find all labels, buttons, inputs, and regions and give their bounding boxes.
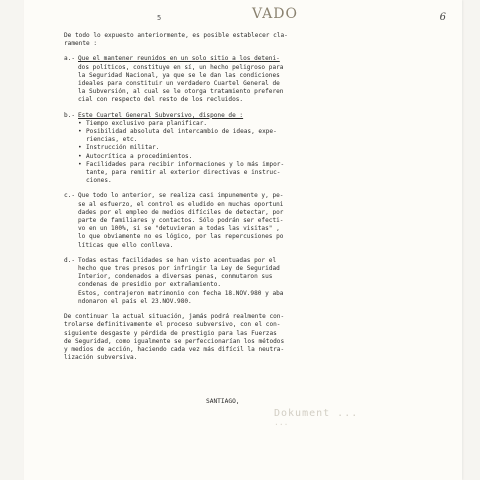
sub-item-line: riencias, etc. <box>86 136 138 144</box>
item-line: dos políticos, constituye en sí, un hecho peligroso para <box>78 63 284 71</box>
sub-item-line: tante, para remitir al exterior directivas e instruc- <box>86 169 281 177</box>
item-line: Este Cuartel General Subversivo, dispone de : <box>78 111 244 119</box>
item-line: se al esfuerzo, el control es eludido en muchas oportuni <box>78 200 284 208</box>
sub-item <box>78 120 324 128</box>
classification-header: VADO <box>252 6 298 22</box>
item-line: Que todo lo anterior, se realiza casi impunemente y, pe- <box>78 192 284 200</box>
sub-item-line: Facilidades para recibir informaciones y lo más impor- <box>86 160 285 168</box>
item-line: parte de familiares y contactos. Sólo podrán ser efecti- <box>78 217 284 225</box>
bullet-icon: • <box>78 128 82 136</box>
document-page <box>24 0 462 480</box>
sub-item-body <box>86 120 207 128</box>
item-body <box>78 112 324 186</box>
item-label: c.- <box>64 192 76 200</box>
intro-paragraph <box>64 32 324 48</box>
bullet-icon: • <box>78 160 82 168</box>
sub-item-line: ciones. <box>86 177 112 185</box>
item-line: Todas estas facilidades se han visto acentuadas por el <box>78 256 277 264</box>
item-line: Interior, condenados a diversas penas, conmutaron sus <box>78 273 273 281</box>
item-line: dades por el empleo de medios difíciles de detectar, por <box>78 208 284 216</box>
sub-item-line: Tiempo exclusivo para planificar. <box>86 119 208 127</box>
item-label: b.- <box>64 111 76 119</box>
item-body <box>78 55 324 104</box>
item-line: ideales para constituir un verdadero Cuartel General de <box>78 80 280 88</box>
intro-line: ramente : <box>64 40 98 48</box>
item-line: la Seguridad Nacional, ya que se le dan las condiciones <box>78 71 280 79</box>
sub-item <box>78 153 324 161</box>
list-item-b <box>64 112 324 186</box>
item-line: cial con respecto del resto de los recluidos. <box>78 96 244 104</box>
item-line: la Subversión, al cual se le otorga tratamiento preferen <box>78 88 284 96</box>
sub-item-line: Instrucción militar. <box>86 144 160 152</box>
item-body <box>78 257 324 306</box>
item-line: Que el mantener reunidos en un solo sitio a los deteni- <box>78 55 280 63</box>
document-body <box>64 32 324 369</box>
bullet-icon: • <box>78 119 82 127</box>
item-label: d.- <box>64 256 76 264</box>
sub-item-body <box>86 161 284 186</box>
sub-item <box>78 161 324 186</box>
archive-stamp-sub: ... <box>274 418 289 427</box>
conclusion-line: de Seguridad, como igualmente se perfeccionarían los métodos <box>64 337 285 345</box>
conclusion-paragraph <box>64 313 324 362</box>
sub-item-line: Posibilidad absoluta del intercambio de ideas, expe- <box>86 128 277 136</box>
sub-item-body <box>86 153 192 161</box>
header-small-mark: 5 <box>157 14 162 22</box>
list-item-a <box>64 55 324 104</box>
sub-item-body <box>86 144 159 152</box>
item-line: líticas que ello conlleva. <box>78 241 174 249</box>
bullet-icon: • <box>78 144 82 152</box>
sub-item-body <box>86 128 277 144</box>
intro-line: De todo lo expuesto anteriormente, es posible establecer cla- <box>64 32 288 39</box>
sub-item-line: Autocrítica a procedimientos. <box>86 152 193 160</box>
item-line: condenas de presidio por extrañamiento. <box>78 281 222 289</box>
conclusion-line: trolarse definitivamente el proceso subversivo, con el con- <box>64 321 281 329</box>
sub-item <box>78 144 324 152</box>
conclusion-line: De continuar la actual situación, jamás podrá realmente con- <box>64 313 285 321</box>
item-line: hecho que tres presos por infringir la Ley de Seguridad <box>78 265 280 273</box>
list-item-d <box>64 257 324 306</box>
conclusion-line: lización subversiva. <box>64 354 138 362</box>
archive-stamp: Dokument ... <box>274 408 359 419</box>
item-label: a.- <box>64 55 76 63</box>
item-line: Estos, contrajeron matrimonio con fecha 18.NOV.980 y aba <box>78 289 284 297</box>
sub-item <box>78 128 324 144</box>
item-line: ndonaron el país el 23.NOV.980. <box>78 297 192 305</box>
list-item-c <box>64 192 324 249</box>
item-line: vo en un 100%, si se "detuvieran a todas las visitas" , <box>78 225 280 233</box>
bullet-icon: • <box>78 152 82 160</box>
closing-location: SANTIAGO, <box>206 398 240 405</box>
conclusion-line: siguiente desgaste y pérdida de prestigio para las Fuerzas <box>64 329 277 337</box>
page-number: 6 <box>439 12 446 23</box>
item-line: lo que obviamente no es lógico, por las repercusiones po <box>78 233 284 241</box>
conclusion-line: y medios de acción, haciendo cada vez más difícil la neutra- <box>64 345 285 353</box>
item-body <box>78 192 324 249</box>
